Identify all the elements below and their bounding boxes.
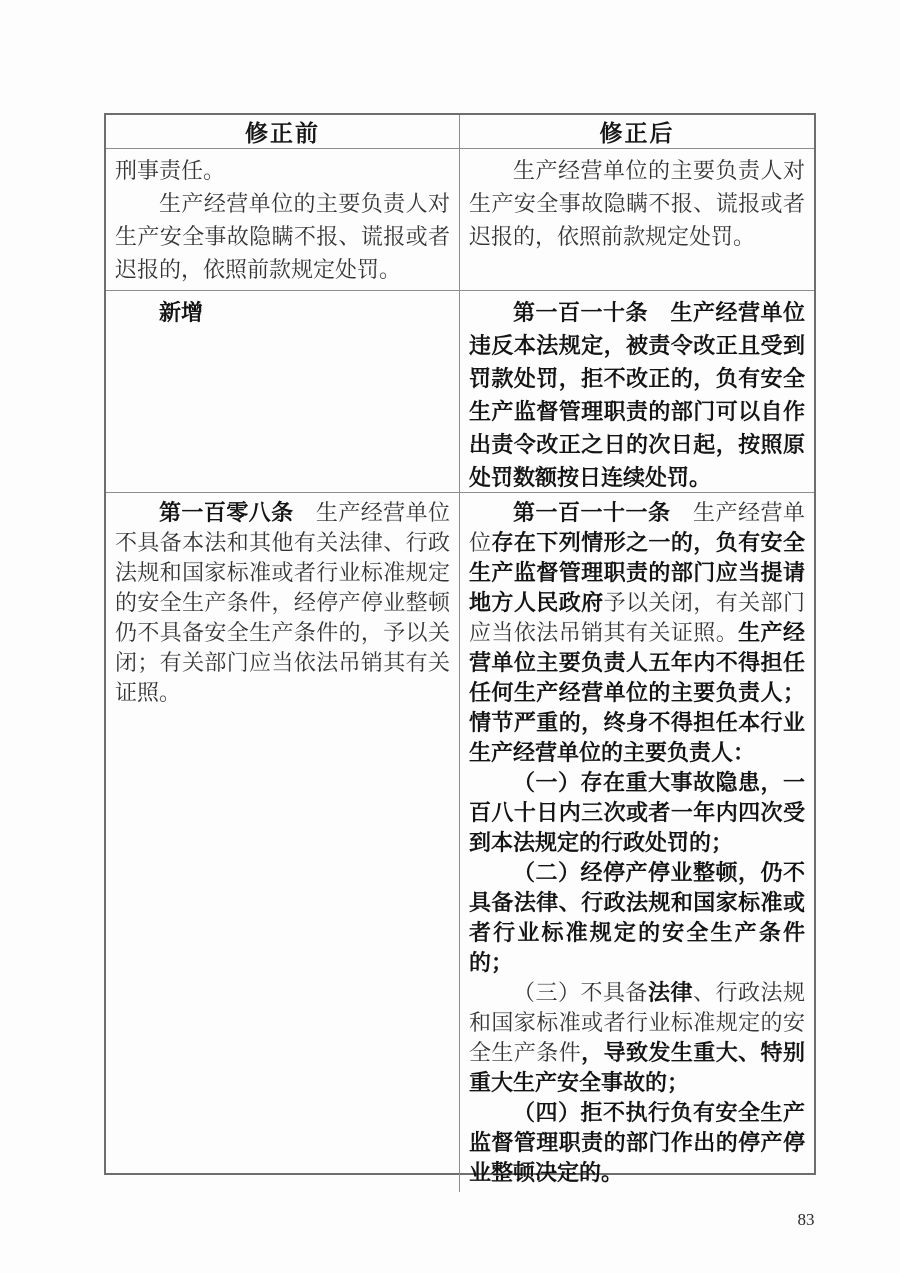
bold-text-segment: 第一百一十一条 xyxy=(513,500,671,525)
bold-text-segment: 存在下列情形之一的，负有安全生产监督管理职责的部门应当提请地方人民政府 xyxy=(469,530,805,615)
text-segment: 刑事责任。 xyxy=(115,158,226,183)
paragraph xyxy=(115,498,450,708)
bold-text-segment: 生产经营单位主要负责人五年内不得担任任何生产经营单位的主要负责人；情节严重的，终身不得担任本行业生产经营单位的主要负责人： xyxy=(469,620,805,765)
row-article-108-111 xyxy=(106,493,814,1192)
bold-text-segment: （二）经停产停业整顿，仍不具备法律、行政法规和国家标准或者行业标准规定的安全生产条件的； xyxy=(469,860,805,975)
text-segment: 生产经营单位的主要负责人对生产安全事故隐瞒不报、谎报或者迟报的，依照前款规定处罚。 xyxy=(469,158,805,249)
header-after: 修正后 xyxy=(599,120,675,146)
amendment-comparison-table xyxy=(104,113,816,1185)
bold-text-segment: 法律 xyxy=(647,980,693,1005)
bold-text-segment: （一）存在重大事故隐患，一百八十日内三次或者一年内四次受到本法规定的行政处罚的； xyxy=(469,770,805,855)
table-cell-row-article-108-111-after xyxy=(460,493,814,1192)
paragraph xyxy=(469,858,805,978)
paragraph xyxy=(469,768,805,858)
text-segment: 予以关闭，有关部门应当依法吊销其有关证照。 xyxy=(469,590,805,645)
page-number: 83 xyxy=(797,1210,815,1229)
table-cell-row-article-110-new-before xyxy=(106,291,460,492)
table-cell-row-concealment-penalty-after xyxy=(460,149,814,290)
text-segment: 生产经营单位不具备本法和其他有关法律、行政法规和国家标准或者行业标准规定的安全生产条件，经停产停业整顿仍不具备安全生产条件的，予以关闭；有关部门应当依法吊销其有关证照。 xyxy=(115,500,450,705)
table-cell-row-article-108-111-before xyxy=(106,493,460,1192)
row-article-110-new xyxy=(106,291,814,493)
header-before: 修正前 xyxy=(106,115,460,148)
bold-text-segment: 生产经营单位违反本法规定，被责令改正且受到罚款处罚，拒不改正的，负有安全生产监督管理职责的部门可以自作出责令改正之日的次日起，按照原处罚数额按日连续处罚。 xyxy=(469,300,805,490)
table-cell-row-concealment-penalty-before xyxy=(106,149,460,290)
paragraph xyxy=(115,296,450,329)
paragraph xyxy=(469,978,805,1098)
bold-text-segment: 第一百一十条 xyxy=(513,300,648,325)
paragraph xyxy=(469,1098,805,1188)
paragraph xyxy=(469,498,805,768)
row-concealment-penalty xyxy=(106,149,814,291)
bold-text-segment: 第一百零八条 xyxy=(159,500,294,525)
table-header-row xyxy=(106,115,814,149)
bold-text-segment: ，导致发生重大、特别重大生产安全事故的； xyxy=(469,1040,805,1095)
text-segment: 生产经营单位 xyxy=(469,500,805,555)
paragraph xyxy=(115,187,450,286)
text-segment: （三）不具备 xyxy=(513,980,648,1005)
paragraph xyxy=(469,296,805,492)
paragraph xyxy=(115,154,450,187)
bold-text-segment: 新增 xyxy=(159,300,204,325)
bold-text-segment xyxy=(648,300,671,325)
text-segment: 、行政法规和国家标准或者行业标准规定的安全生产条件 xyxy=(469,980,805,1065)
text-segment: 生产经营单位的主要负责人对生产安全事故隐瞒不报、谎报或者迟报的，依照前款规定处罚。 xyxy=(115,191,450,282)
paragraph xyxy=(469,154,805,253)
table-cell-row-article-110-new-after xyxy=(460,291,814,492)
bold-text-segment: （四）拒不执行负有安全生产监督管理职责的部门作出的停产停业整顿决定的。 xyxy=(469,1100,805,1185)
